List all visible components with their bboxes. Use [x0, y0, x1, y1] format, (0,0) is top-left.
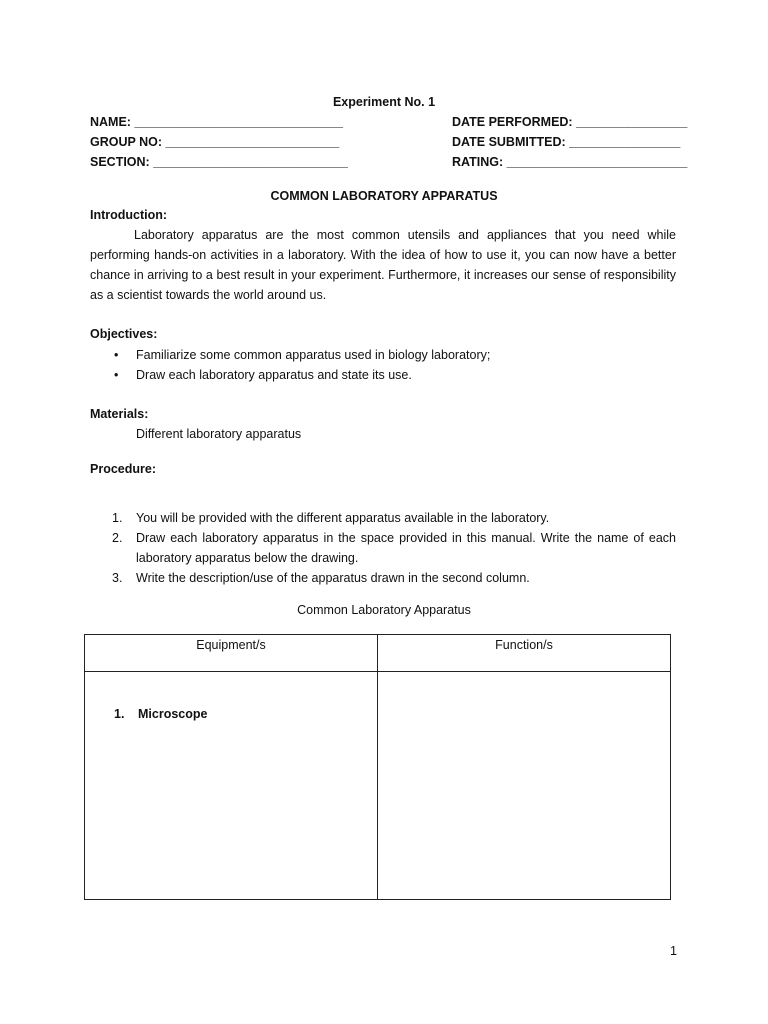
procedure-list — [90, 508, 676, 588]
list-item — [90, 528, 676, 568]
group-field-label: GROUP NO: _________________________ — [90, 135, 340, 149]
rating-label: RATING: __________________________ — [452, 155, 688, 169]
objectives-heading: Objectives: — [90, 327, 158, 341]
column-header-function: Function/s — [378, 635, 671, 672]
equipment-item — [86, 673, 376, 721]
introduction-text: Laboratory apparatus are the most common utensils and appliances that you need while performing hands-on activities in a laboratory. With the idea of how to use it, you can now have a better chance in arriving to a best result in your experiment. Furthermore, it increases our sense of responsibility as a scientist towards the world around us. — [90, 228, 676, 302]
date-submitted-label: DATE SUBMITTED: ________________ — [452, 135, 681, 149]
column-header-equipment: Equipment/s — [85, 635, 378, 672]
list-item — [90, 568, 676, 588]
date-performed-label: DATE PERFORMED: ________________ — [452, 115, 688, 129]
experiment-title: Experiment No. 1 — [332, 95, 436, 109]
subject-title: COMMON LABORATORY APPARATUS — [270, 189, 498, 203]
equipment-name: Microscope — [138, 707, 208, 721]
apparatus-table — [84, 634, 671, 900]
materials-text: Different laboratory apparatus — [136, 427, 302, 441]
procedure-heading: Procedure: — [90, 462, 156, 476]
table-header-row — [85, 635, 671, 672]
list-text: Draw each laboratory apparatus in the space provided in this manual. Write the name of each laboratory apparatus below the drawing. — [136, 531, 676, 565]
table-row — [85, 672, 671, 900]
introduction-paragraph — [90, 225, 676, 305]
list-item: • Draw each laboratory apparatus and state its use. — [90, 365, 490, 385]
item-number: 1. — [114, 707, 125, 721]
introduction-heading: Introduction: — [90, 208, 168, 222]
table-caption: Common Laboratory Apparatus — [297, 603, 471, 617]
function-cell — [378, 672, 671, 900]
materials-heading: Materials: — [90, 407, 149, 421]
list-item: • Familiarize some common apparatus used in biology laboratory; — [90, 345, 490, 365]
list-text: Write the description/use of the apparatus drawn in the second column. — [136, 571, 530, 585]
list-number: 1. — [112, 511, 123, 525]
list-text: You will be provided with the different apparatus available in the laboratory. — [136, 511, 550, 525]
list-number: 3. — [112, 571, 123, 585]
equipment-cell — [85, 672, 378, 900]
list-item — [90, 508, 676, 528]
list-number: 2. — [112, 531, 123, 545]
page-number: 1 — [670, 944, 677, 958]
name-field-label: NAME: ______________________________ — [90, 115, 343, 129]
section-field-label: SECTION: ____________________________ — [90, 155, 348, 169]
objectives-list — [90, 345, 490, 385]
